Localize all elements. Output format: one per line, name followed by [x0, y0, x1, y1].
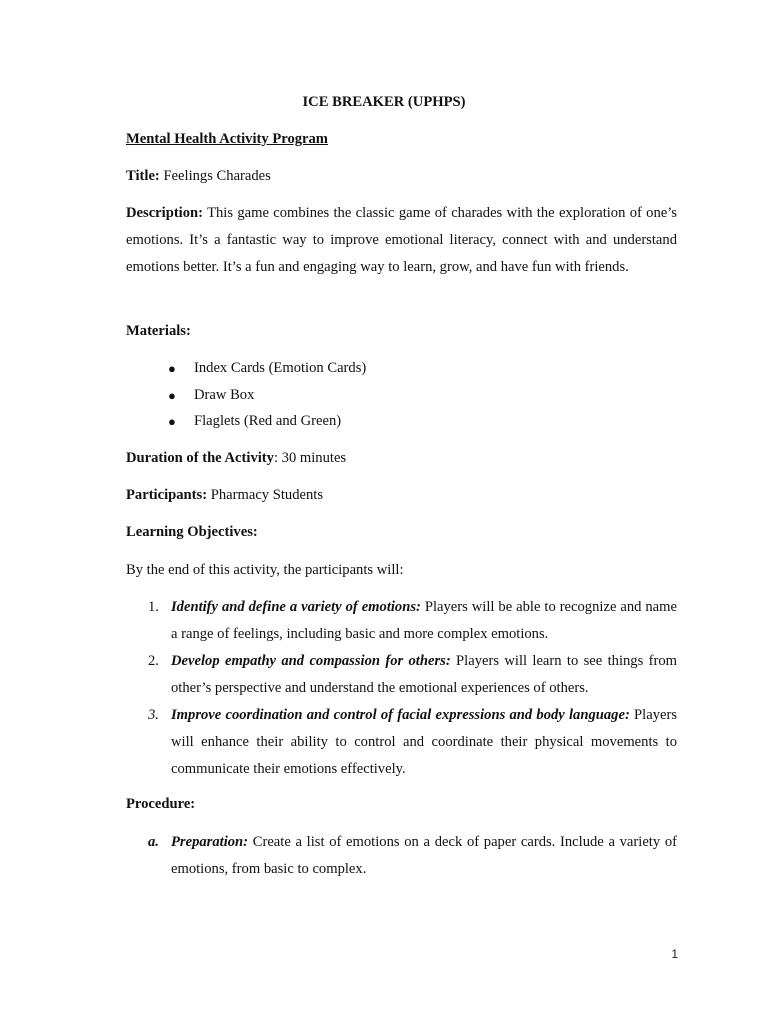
objective-lead: Develop empathy and compassion for others: — [171, 653, 451, 669]
program-heading: Mental Health Activity Program — [126, 131, 328, 147]
objective-lead: Identify and define a variety of emotions: — [171, 599, 421, 615]
material-item: Index Cards (Emotion Cards) — [194, 360, 367, 376]
bullet-icon: ● — [168, 414, 176, 430]
list-number: 3. — [148, 707, 159, 723]
objective-text — [171, 702, 677, 783]
procedure-lead: Preparation: — [171, 834, 249, 850]
list-number: 1. — [148, 599, 159, 615]
objectives-label: Learning Objectives: — [126, 524, 258, 540]
description-label: Description: — [126, 205, 204, 221]
objective-detail: Players will be able to recognize and name a range of feelings, including basic and more complex emotions. — [171, 599, 677, 642]
material-item: Flaglets (Red and Green) — [194, 413, 342, 430]
duration-line — [126, 445, 677, 472]
procedure-step — [171, 829, 677, 883]
description-text: This game combines the classic game of charades with the exploration of one’s emotions. It’s a fantastic way to improve emotional literacy, connect with and understand emotions better. It’s a fun and engaging way to learn, grow, and have fun with friends. — [126, 205, 677, 275]
materials-label: Materials: — [126, 323, 191, 339]
participants-line — [126, 482, 677, 509]
list-item — [0, 829, 768, 883]
material-item: Draw Box — [194, 386, 255, 403]
objective-text — [171, 648, 677, 702]
objective-detail: Players will enhance their ability to control and coordinate their physical movements to communicate their emotions effectively. — [171, 707, 678, 777]
participants-value: Pharmacy Students — [210, 487, 324, 503]
list-item — [0, 408, 768, 435]
list-item — [0, 702, 768, 783]
list-number: 2. — [148, 653, 159, 669]
materials-list — [0, 355, 768, 435]
activity-title — [126, 163, 677, 190]
objective-text — [171, 594, 677, 648]
list-item — [0, 648, 768, 702]
objectives-list — [0, 594, 768, 783]
participants-label: Participants: — [126, 487, 208, 503]
description-paragraph — [126, 200, 677, 281]
page-number: 1 — [671, 947, 678, 961]
objectives-heading — [126, 519, 677, 546]
list-item — [0, 355, 768, 382]
objectives-intro: By the end of this activity, the participants will: — [126, 562, 404, 578]
procedure-detail: Create a list of emotions on a deck of paper cards. Include a variety of emotions, from basic to complex. — [171, 834, 677, 877]
procedure-list — [0, 829, 768, 883]
objective-detail: Players will learn to see things from other’s perspective and understand the emotional experiences of others. — [171, 653, 677, 696]
duration-value: : 30 minutes — [273, 450, 347, 466]
procedure-marker: a. — [148, 834, 159, 850]
list-item — [0, 594, 768, 648]
title-label: Title: — [126, 168, 160, 184]
procedure-label: Procedure: — [126, 796, 196, 812]
duration-label: Duration of the Activity — [126, 450, 274, 466]
bullet-icon: ● — [168, 361, 176, 376]
materials-heading — [126, 318, 677, 345]
objective-lead: Improve coordination and control of facial expressions and body language: — [171, 707, 630, 723]
procedure-heading — [126, 791, 677, 818]
title-value: Feelings Charades — [163, 168, 271, 184]
list-item — [0, 382, 768, 409]
document-title: ICE BREAKER (UPHPS) — [302, 94, 466, 110]
bullet-icon: ● — [168, 387, 176, 403]
